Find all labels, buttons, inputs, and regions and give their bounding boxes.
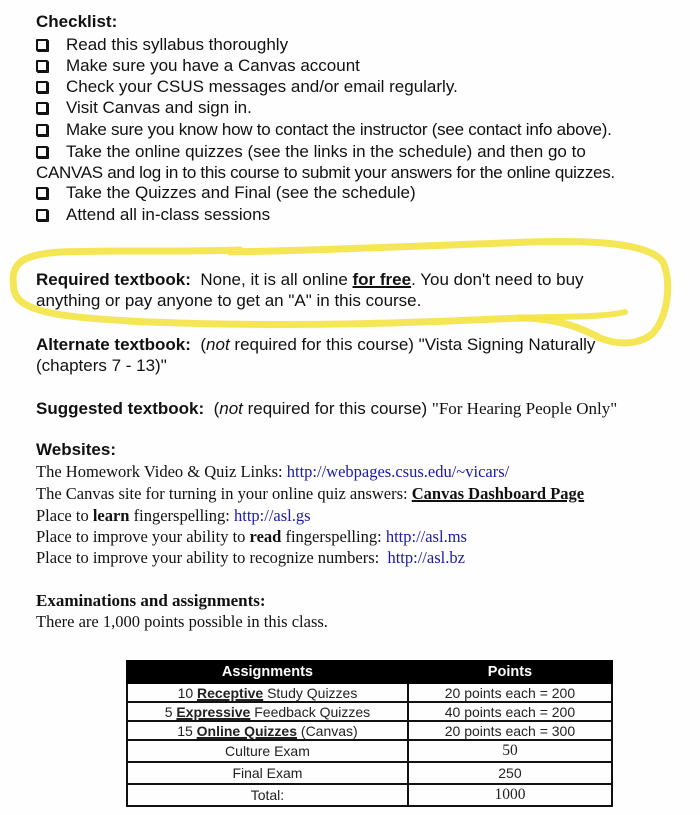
website-item [36, 484, 584, 504]
not-emphasis: not [206, 335, 230, 354]
checklist-item[interactable] [36, 183, 416, 203]
assignment-cell [127, 702, 408, 721]
checkbox-icon[interactable] [36, 102, 48, 114]
table-header-row [127, 661, 612, 683]
points-cell: 20 points each = 300 [408, 721, 612, 740]
checkbox-icon[interactable] [36, 39, 48, 51]
suggested-textbook-text: required for this course) [242, 399, 428, 418]
checklist-item[interactable] [36, 77, 458, 97]
checklist-item-label: Attend all in-class sessions [66, 205, 271, 224]
checkbox-icon[interactable] [36, 146, 48, 158]
table-row [127, 702, 612, 721]
suggested-textbook-title: "For Hearing People Only" [431, 399, 618, 418]
required-textbook-label: Required textbook: [36, 270, 191, 289]
assignment-rest: Feedback Quizzes [250, 703, 371, 720]
website-item-label: fingerspelling: [281, 527, 386, 546]
checklist-item[interactable] [36, 120, 612, 140]
asl-ms-link[interactable]: http://asl.ms [385, 527, 467, 546]
checkbox-icon[interactable] [36, 81, 48, 93]
table-row [127, 740, 612, 762]
checklist-item[interactable] [36, 35, 288, 55]
for-free-emphasis: for free [352, 270, 412, 289]
websites-heading: Websites: [36, 440, 116, 459]
assignment-rest: (Canvas) [297, 722, 358, 739]
bold-word: learn [92, 506, 130, 525]
table-row [127, 762, 612, 784]
required-textbook-line2: anything or pay anyone to get an "A" in this course. [36, 291, 422, 310]
suggested-textbook-line [36, 398, 617, 419]
canvas-dashboard-link[interactable]: Canvas Dashboard Page [411, 484, 585, 503]
website-item-label: The Canvas site for turning in your online quiz answers: [36, 484, 412, 503]
asl-gs-link[interactable]: http://asl.gs [233, 506, 311, 525]
exams-text: There are 1,000 points possible in this class. [36, 612, 328, 631]
not-emphasis: not [219, 399, 243, 418]
total-points-cell: 1000 [408, 784, 612, 806]
assignment-cell [127, 683, 408, 702]
website-item-label: Place to [36, 506, 93, 525]
points-table [126, 660, 613, 807]
exams-heading: Examinations and assignments: [36, 591, 266, 610]
asl-bz-link[interactable]: http://asl.bz [387, 548, 465, 567]
bold-word: read [249, 527, 282, 546]
required-textbook-line1 [36, 269, 584, 290]
website-item-label: The Homework Video & Quiz Links: [36, 462, 287, 481]
alternate-textbook-label: Alternate textbook: [36, 335, 191, 354]
assignment-type: Receptive [197, 684, 264, 701]
points-cell: 250 [408, 762, 612, 784]
column-header-points: Points [408, 661, 612, 683]
paren: ( [213, 399, 220, 418]
table-row [127, 683, 612, 702]
required-textbook-text: None, it is all online [200, 270, 348, 289]
checklist-item-label: Make sure you know how to contact the instructor (see contact info above). [66, 120, 612, 139]
suggested-textbook-label: Suggested textbook: [36, 399, 205, 418]
website-item [36, 527, 467, 547]
points-cell: 50 [408, 740, 612, 762]
checklist-item-label: Take the Quizzes and Final (see the schedule) [66, 183, 416, 202]
checklist-item-label: Make sure you have a Canvas account [66, 56, 360, 75]
website-item-label: fingerspelling: [129, 506, 234, 525]
checklist-heading: Checklist: [36, 12, 118, 31]
assignment-type: Online Quizzes [196, 722, 298, 739]
required-textbook-text-after: . You don't need to buy [411, 270, 584, 289]
checklist-item-label: Visit Canvas and sign in. [66, 98, 252, 117]
checkbox-icon[interactable] [36, 124, 48, 136]
checklist-item-label: Take the online quizzes (see the links in the schedule) and then go to [66, 142, 586, 161]
checklist-item-label: Read this syllabus thoroughly [66, 35, 289, 54]
alternate-textbook-text: required for this course) "Vista Signing Naturally [229, 335, 596, 354]
website-item-label: Place to improve your ability to [36, 527, 250, 546]
website-item [36, 548, 465, 568]
checkbox-icon[interactable] [36, 187, 48, 199]
total-label-cell: Total: [127, 784, 408, 806]
website-item-label: Place to improve your ability to recognize numbers: [36, 548, 388, 567]
homework-link[interactable]: http://webpages.csus.edu/~vicars/ [286, 462, 510, 481]
count: 5 [164, 703, 177, 720]
checkbox-icon[interactable] [36, 209, 48, 221]
checklist-item[interactable] [36, 98, 252, 118]
points-cell: 40 points each = 200 [408, 702, 612, 721]
assignment-cell [127, 721, 408, 740]
alternate-textbook-line2: (chapters 7 - 13)" [36, 356, 167, 375]
assignment-cell: Final Exam [127, 762, 408, 784]
table-row-total [127, 784, 612, 806]
website-item [36, 506, 311, 526]
points-cell: 20 points each = 200 [408, 683, 612, 702]
checklist-item-label: Check your CSUS messages and/or email regularly. [66, 77, 458, 96]
column-header-assignments: Assignments [127, 661, 408, 683]
table-row [127, 721, 612, 740]
count: 15 [177, 722, 197, 739]
website-item [36, 462, 509, 482]
assignment-type: Expressive [176, 703, 251, 720]
paren: ( [200, 335, 207, 354]
checklist-item-continuation: CANVAS and log in to this course to submit your answers for the online quizzes. [36, 163, 615, 182]
assignment-rest: Study Quizzes [263, 684, 358, 701]
count: 10 [177, 684, 198, 701]
checklist-item[interactable] [36, 56, 360, 76]
assignment-cell: Culture Exam [127, 740, 408, 762]
checklist-item[interactable] [36, 205, 270, 225]
checkbox-icon[interactable] [36, 60, 48, 72]
checklist-item[interactable] [36, 142, 586, 162]
alternate-textbook-line1 [36, 334, 595, 355]
